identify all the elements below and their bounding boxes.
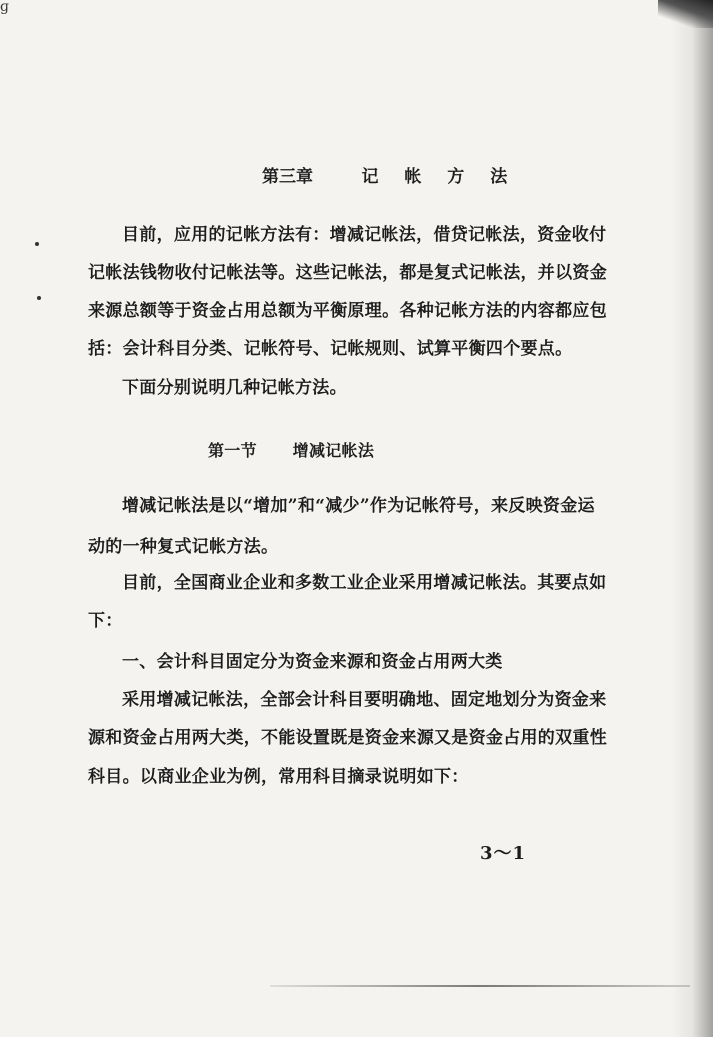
chapter-heading [262,166,522,188]
paragraph-line: 记帐法钱物收付记帐法等。这些记帐法，都是复式记帐法，并以资金 [88,263,607,283]
chapter-number: 第三章 [262,167,313,187]
paragraph-line: 目前，全国商业企业和多数工业企业采用增减记帐法。其要点如 [122,573,607,593]
corner-mark: ɡ [0,0,9,15]
section-title: 增减记帐法 [292,441,375,460]
paragraph-line: 采用增减记帐法，全部会计科目要明确地、固定地划分为资金来 [122,690,607,710]
scan-speck [37,296,41,300]
chapter-title: 记 帐 方 法 [361,167,518,187]
paragraph-line: 源和资金占用两大类，不能设置既是资金来源又是资金占用的双重性 [88,728,607,748]
scan-speck [35,242,39,246]
subheading: 一、会计科目固定分为资金来源和资金占用两大类 [122,652,503,672]
section-heading [208,440,508,462]
paragraph-line: 动的一种复式记帐方法。 [88,537,279,557]
section-number: 第一节 [208,441,257,460]
page-number: 3～1 [480,843,527,864]
paragraph-line: 下： [88,611,123,631]
scan-corner-mark [658,0,713,28]
paragraph-line: 目前，应用的记帐方法有：增减记帐法，借贷记帐法，资金收付 [122,225,607,245]
paragraph-line: 增减记帐法是以“增加”和“减少”作为记帐符号，来反映资金运 [122,496,595,516]
paragraph-line: 科目。以商业企业为例，常用科目摘录说明如下： [88,767,469,787]
bottom-scan-line [270,985,690,987]
paragraph-line: 来源总额等于资金占用总额为平衡原理。各种记帐方法的内容都应包 [88,301,607,321]
paragraph-line: 括：会计科目分类、记帐符号、记帐规则、试算平衡四个要点。 [88,339,573,359]
paragraph-line: 下面分别说明几种记帐方法。 [122,378,347,398]
scan-shadow-edge [653,0,713,1037]
